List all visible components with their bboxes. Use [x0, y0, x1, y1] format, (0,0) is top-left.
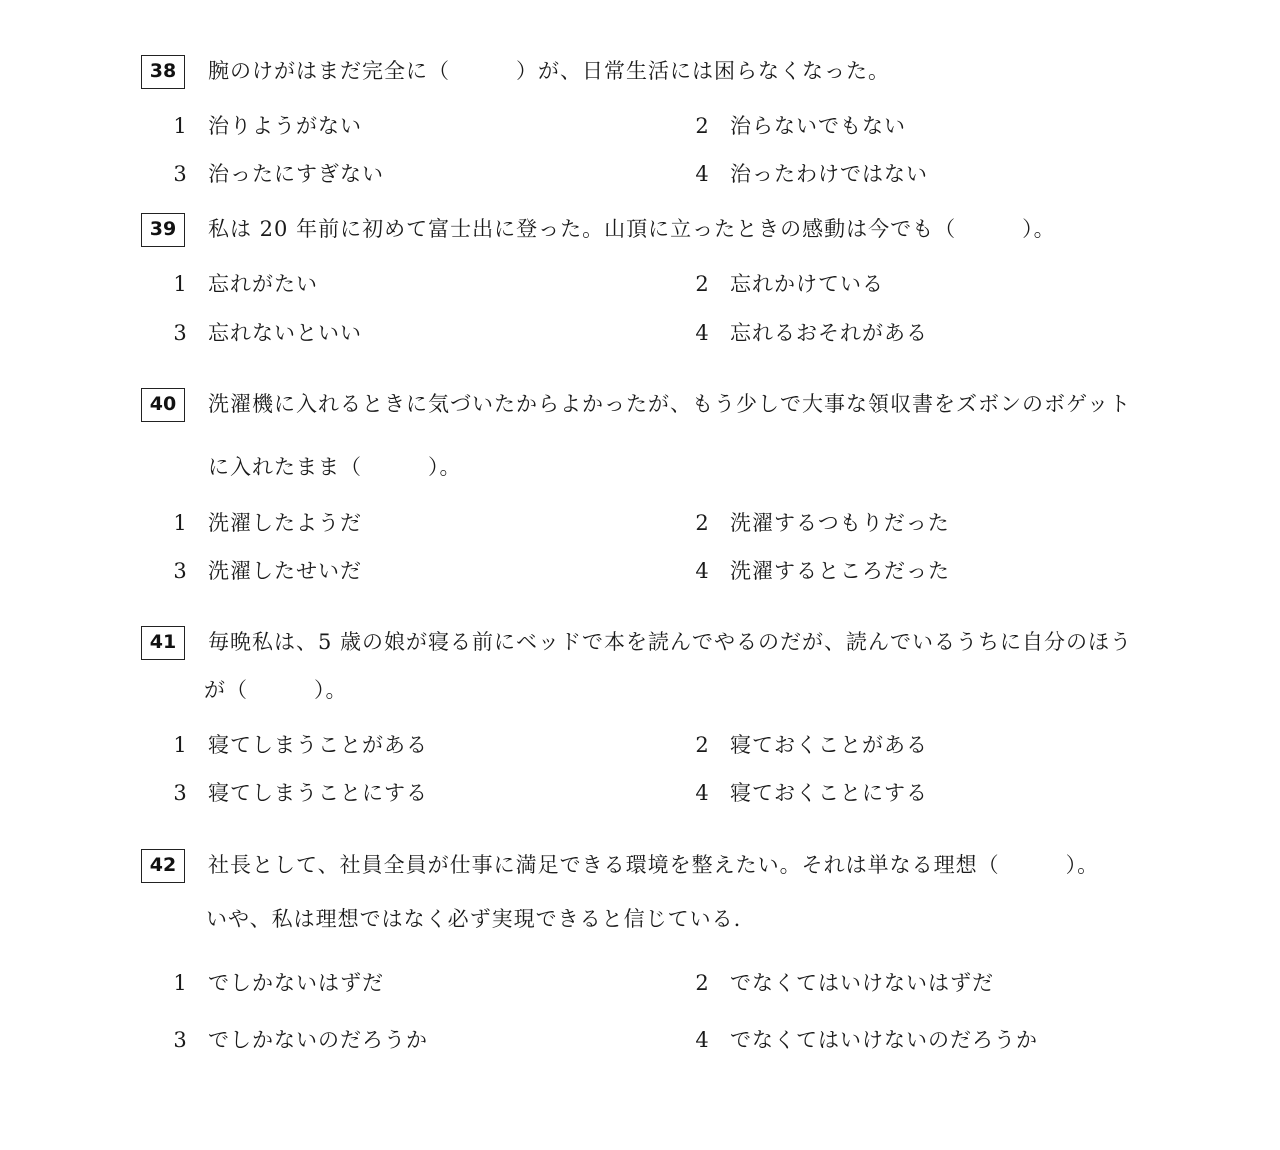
q40-option-1-text[interactable]: 洗濯したようだ: [208, 511, 362, 535]
question-38-stem: 腕のけがはまだ完全に（ ）が、日常生活には困らなくなった。: [208, 59, 890, 83]
q42-option-2-text[interactable]: でなくてはいけないはずだ: [730, 971, 994, 995]
q39-option-2-text[interactable]: 忘れかけている: [730, 272, 884, 296]
q39-option-4-text[interactable]: 忘れるおそれがある: [730, 321, 928, 345]
q42-option-1-number: 1: [173, 971, 187, 995]
question-number-42: 42: [141, 849, 185, 883]
question-number-39: 39: [141, 213, 185, 247]
q42-option-1-text[interactable]: でしかないはずだ: [208, 971, 384, 995]
q41-option-2-text[interactable]: 寝ておくことがある: [730, 733, 928, 757]
question-41-stem-line-1: 毎晩私は、5 歳の娘が寝る前にベッドで本を読んでやるのだが、読んでいるうちに自分のほう: [208, 630, 1133, 654]
q42-option-2-number: 2: [695, 971, 709, 995]
q41-option-1-text[interactable]: 寝てしまうことがある: [208, 733, 428, 757]
q38-option-2-number: 2: [695, 114, 709, 138]
q41-option-2-number: 2: [695, 733, 709, 757]
q38-option-4-number: 4: [695, 162, 709, 186]
question-40-stem-line-2: に入れたまま（ ）。: [208, 455, 462, 479]
q40-option-4-number: 4: [695, 559, 709, 583]
question-number-41: 41: [141, 626, 185, 660]
q39-option-3-text[interactable]: 忘れないといい: [208, 321, 362, 345]
q42-option-3-text[interactable]: でしかないのだろうか: [208, 1028, 428, 1052]
q41-option-3-text[interactable]: 寝てしまうことにする: [208, 781, 428, 805]
q38-option-2-text[interactable]: 治らないでもない: [730, 114, 906, 138]
q40-option-3-number: 3: [173, 559, 187, 583]
q40-option-2-number: 2: [695, 511, 709, 535]
q38-option-1-text[interactable]: 治りようがない: [208, 114, 362, 138]
q41-option-4-number: 4: [695, 781, 709, 805]
q39-option-1-number: 1: [173, 272, 187, 296]
q40-option-2-text[interactable]: 洗濯するつもりだった: [730, 511, 950, 535]
q40-option-1-number: 1: [173, 511, 187, 535]
question-39-stem: 私は 20 年前に初めて富士出に登った。山頂に立ったときの感動は今でも（ ）。: [208, 217, 1056, 241]
question-41-stem-line-2: が（ ）。: [204, 678, 348, 702]
q38-option-3-number: 3: [173, 162, 187, 186]
question-42-stem-line-1: 社長として、社員全員が仕事に満足できる環境を整えたい。それは単なる理想（ ）。: [208, 853, 1100, 877]
q38-option-4-text[interactable]: 治ったわけではない: [730, 162, 928, 186]
q42-option-4-number: 4: [695, 1028, 709, 1052]
q40-option-3-text[interactable]: 洗濯したせいだ: [208, 559, 362, 583]
q39-option-4-number: 4: [695, 321, 709, 345]
question-number-38: 38: [141, 55, 185, 89]
q39-option-2-number: 2: [695, 272, 709, 296]
q39-option-1-text[interactable]: 忘れがたい: [208, 272, 318, 296]
q40-option-4-text[interactable]: 洗濯するところだった: [730, 559, 950, 583]
q38-option-1-number: 1: [173, 114, 187, 138]
q41-option-4-text[interactable]: 寝ておくことにする: [730, 781, 928, 805]
q41-option-1-number: 1: [173, 733, 187, 757]
question-number-40: 40: [141, 388, 185, 422]
question-42-stem-line-2: いや、私は理想ではなく必ず実現できると信じている.: [206, 907, 742, 931]
q42-option-3-number: 3: [173, 1028, 187, 1052]
q39-option-3-number: 3: [173, 321, 187, 345]
q41-option-3-number: 3: [173, 781, 187, 805]
question-40-stem-line-1: 洗濯機に入れるときに気づいたからよかったが、もう少しで大事な領収書をズボンのボゲット: [208, 392, 1132, 416]
q38-option-3-text[interactable]: 治ったにすぎない: [208, 162, 384, 186]
q42-option-4-text[interactable]: でなくてはいけないのだろうか: [730, 1028, 1038, 1052]
